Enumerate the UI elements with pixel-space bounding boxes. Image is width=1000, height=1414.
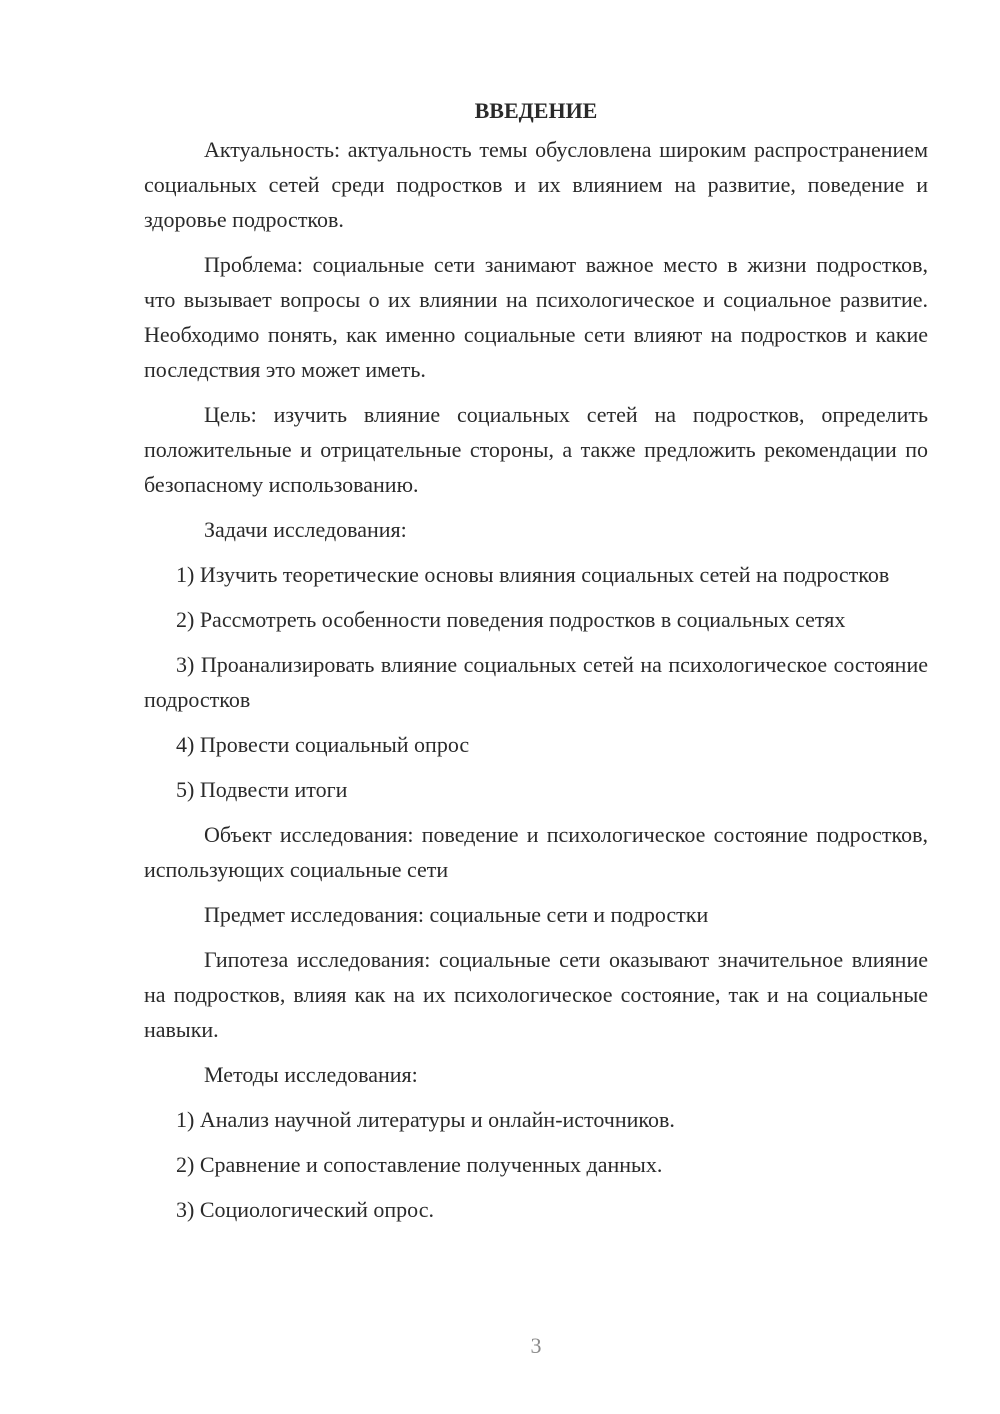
document-body bbox=[144, 94, 928, 1237]
goal-paragraph: Цель: изучить влияние социальных сетей на подростков, определить положительные и отрицательные стороны, а также предложить рекомендации по безопасному использованию. bbox=[144, 402, 928, 497]
tasks-heading: Задачи исследования: bbox=[204, 517, 407, 542]
method-item: 3) Социологический опрос. bbox=[176, 1197, 434, 1222]
method-item: 1) Анализ научной литературы и онлайн-источников. bbox=[176, 1107, 675, 1132]
methods-list bbox=[144, 1102, 928, 1227]
object-paragraph: Объект исследования: поведение и психологическое состояние подростков, использующих социальные сети bbox=[144, 822, 928, 882]
page-number: 3 bbox=[530, 1333, 542, 1358]
task-item: 3) Проанализировать влияние социальных сетей на психологическое состояние подростков bbox=[144, 652, 928, 712]
subject-paragraph: Предмет исследования: социальные сети и подростки bbox=[204, 902, 709, 927]
hypothesis-paragraph: Гипотеза исследования: социальные сети оказывают значительное влияние на подростков, влияя как на их психологическое состояние, так и на социальные навыки. bbox=[144, 947, 928, 1042]
methods-heading: Методы исследования: bbox=[204, 1062, 418, 1087]
task-item: 1) Изучить теоретические основы влияния социальных сетей на подростков bbox=[176, 562, 890, 587]
tasks-list bbox=[144, 557, 928, 807]
problem-paragraph: Проблема: социальные сети занимают важное место в жизни подростков, что вызывает вопросы о их влиянии на психологическое и социальное развитие. Необходимо понять, как именно социальные сети влияют на подростков и какие последствия это может иметь. bbox=[144, 252, 928, 382]
section-title: ВВЕДЕНИЕ bbox=[474, 98, 598, 123]
task-item: 4) Провести социальный опрос bbox=[176, 732, 470, 757]
task-item: 2) Рассмотреть особенности поведения подростков в социальных сетях bbox=[176, 607, 846, 632]
actuality-paragraph: Актуальность: актуальность темы обусловлена широким распространением социальных сетей среди подростков и их влиянием на развитие, поведение и здоровье подростков. bbox=[144, 137, 928, 232]
task-item: 5) Подвести итоги bbox=[176, 777, 348, 802]
method-item: 2) Сравнение и сопоставление полученных данных. bbox=[176, 1152, 663, 1177]
